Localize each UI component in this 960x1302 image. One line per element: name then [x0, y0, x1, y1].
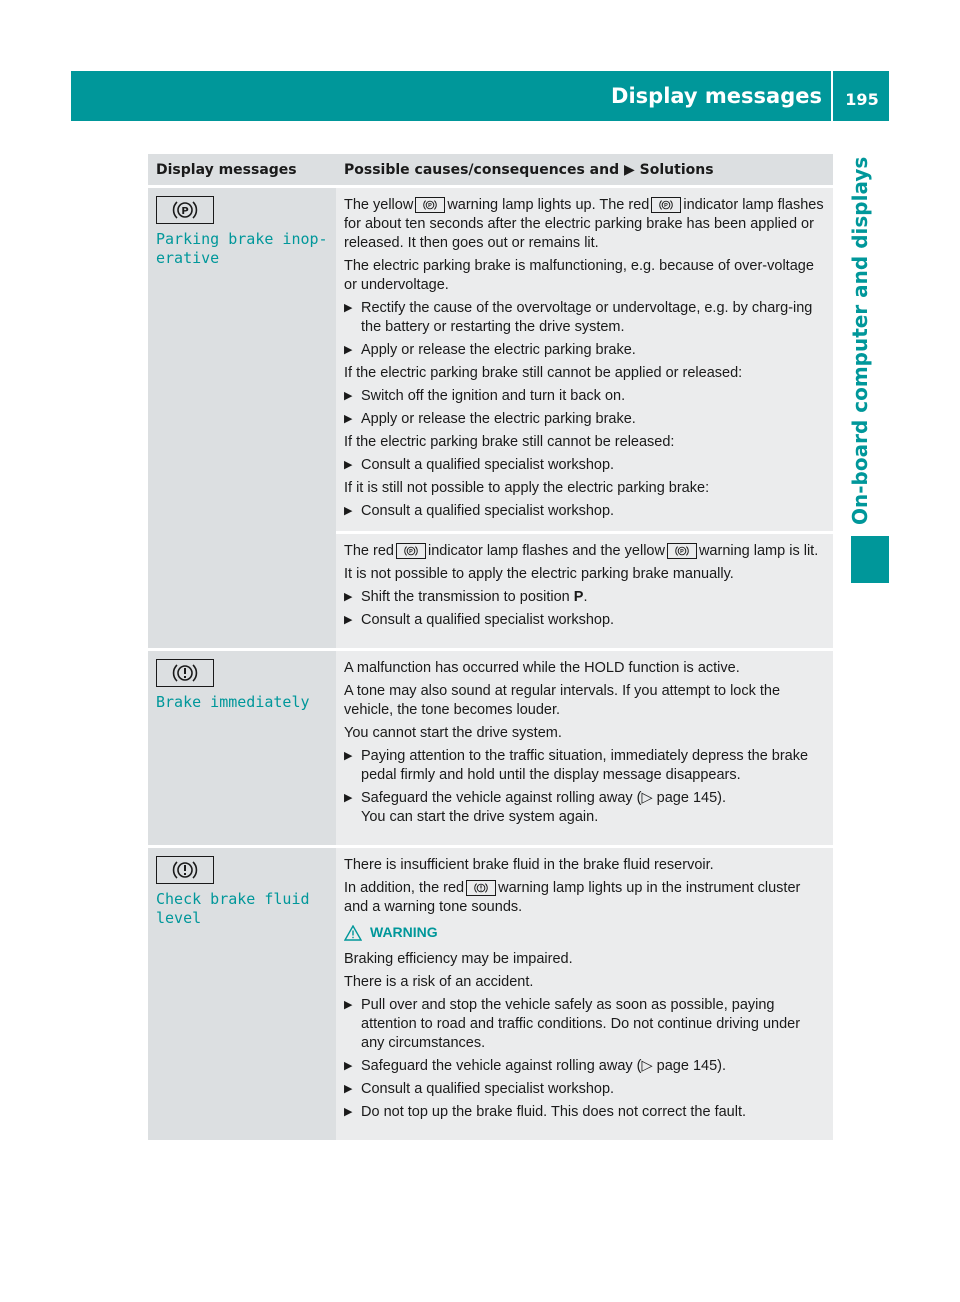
- paragraph: Braking efficiency may be impaired.: [344, 951, 573, 967]
- paragraph: A tone may also sound at regular intervals. If you attempt to lock the vehicle, the tone becomes louder.: [344, 683, 781, 718]
- parking-brake-icon: [651, 197, 681, 213]
- side-tab-block: [851, 536, 889, 583]
- column-header-causes-text: Possible causes/consequences and: [344, 161, 620, 178]
- arrow-right-icon: ▶: [344, 505, 353, 517]
- text: In addition, the red: [344, 880, 465, 896]
- instruction-step: [344, 588, 825, 607]
- arrow-right-icon: ▶: [344, 750, 353, 762]
- arrow-right-icon: ▶: [344, 614, 353, 626]
- arrow-right-icon: ▶: [344, 999, 353, 1011]
- warning-triangle-icon: [344, 925, 362, 941]
- arrow-right-icon: ▶: [344, 459, 353, 471]
- instruction-step: [344, 1057, 825, 1076]
- step-text: Rectify the cause of the overvoltage or undervoltage, e.g. by charg‐ing the battery or restarting the drive system.: [361, 300, 813, 335]
- step-text: Pull over and stop the vehicle safely as soon as possible, paying attention to road and traffic conditions. Do not continue driving under any circumstances.: [361, 997, 801, 1051]
- text: indicator lamp flashes and the yellow: [427, 543, 665, 559]
- paragraph: The electric parking brake is malfunctioning, e.g. because of over‐voltage or undervoltage.: [344, 258, 814, 293]
- display-message-text: Brake immediately: [156, 693, 310, 711]
- instruction-step: [344, 996, 825, 1053]
- parking-brake-icon: [396, 543, 426, 559]
- page-title: Display messages: [611, 84, 822, 108]
- paragraph: If the electric parking brake still cannot be released:: [344, 434, 675, 450]
- display-message-cell: [148, 187, 336, 650]
- svg-text:P: P: [409, 549, 413, 556]
- arrow-right-icon: ▶: [344, 302, 353, 314]
- step-text: Consult a qualified specialist workshop.: [361, 612, 615, 628]
- paragraph: [344, 879, 825, 917]
- svg-text:P: P: [428, 203, 433, 210]
- instruction-step: [344, 1103, 825, 1122]
- warning-label: WARNING: [370, 924, 438, 940]
- instruction-step: [344, 747, 825, 785]
- arrow-right-icon: ▶: [344, 413, 353, 425]
- paragraph: It is not possible to apply the electric parking brake manually.: [344, 566, 734, 582]
- brake-icon: [156, 659, 214, 687]
- display-message-cell: [148, 650, 336, 847]
- causes-cell: [336, 187, 833, 650]
- text: indicator lamp flashes for about ten seconds after the electric parking brake has been applied or released. It then goes out or remains lit.: [344, 197, 824, 251]
- arrow-right-icon: ▶: [344, 1083, 353, 1095]
- side-tab-label: On-board computer and displays: [848, 156, 872, 525]
- instruction-step: [344, 456, 825, 475]
- table-row: [148, 187, 833, 650]
- instruction-step: [344, 410, 825, 429]
- arrow-right-icon: ▶: [344, 1060, 353, 1072]
- display-messages-table: [148, 154, 833, 1140]
- column-header-solutions-text: Solutions: [639, 161, 714, 178]
- svg-text:P: P: [664, 203, 669, 210]
- instruction-step: [344, 611, 825, 630]
- paragraph: [344, 196, 825, 253]
- arrow-right-icon: ▶: [344, 1106, 353, 1118]
- arrow-right-icon: ▶: [344, 792, 353, 804]
- instruction-step: [344, 502, 825, 521]
- causes-cell: [336, 847, 833, 1141]
- warning-heading: [344, 923, 825, 942]
- paragraph: There is a risk of an accident.: [344, 974, 534, 990]
- cause-block: [344, 659, 825, 837]
- parking-brake-icon: [156, 196, 214, 224]
- text: warning lamp lights up. The red: [447, 197, 650, 213]
- parking-brake-icon: [667, 543, 697, 559]
- instruction-step: [344, 299, 825, 337]
- paragraph: You cannot start the drive system.: [344, 725, 562, 741]
- brake-icon: [466, 880, 496, 896]
- header-divider: [831, 71, 833, 121]
- column-header-causes: [336, 154, 833, 187]
- step-text: Consult a qualified specialist workshop.: [361, 503, 615, 519]
- instruction-step: [344, 1080, 825, 1099]
- svg-text:P: P: [181, 206, 189, 217]
- step-text: Safeguard the vehicle against rolling away (▷ page 145).: [361, 790, 727, 806]
- svg-text:P: P: [680, 549, 684, 556]
- arrow-right-icon: ▶: [344, 390, 353, 402]
- step-text: Consult a qualified specialist workshop.: [361, 457, 615, 473]
- cause-block: [336, 531, 833, 640]
- paragraph: If the electric parking brake still cannot be applied or released:: [344, 365, 743, 381]
- step-text: Apply or release the electric parking brake.: [361, 411, 636, 427]
- step-text: Apply or release the electric parking brake.: [361, 342, 636, 358]
- arrow-right-icon: ▶: [624, 161, 635, 178]
- arrow-right-icon: ▶: [344, 344, 353, 356]
- step-text: Do not top up the brake fluid. This does not correct the fault.: [361, 1104, 747, 1120]
- step-text: Switch off the ignition and turn it back on.: [361, 388, 626, 404]
- text: The red: [344, 543, 394, 559]
- paragraph: There is insufficient brake fluid in the brake fluid reservoir.: [344, 857, 714, 873]
- paragraph: [344, 542, 825, 561]
- display-message-text: Parking brake inop‐ erative: [156, 230, 328, 267]
- text: The yellow: [344, 197, 414, 213]
- table-header-row: [148, 154, 833, 187]
- step-text: Safeguard the vehicle against rolling away (▷ page 145).: [361, 1058, 727, 1074]
- step-text: .: [583, 589, 588, 605]
- paragraph: A malfunction has occurred while the HOLD function is active.: [344, 660, 740, 676]
- text: warning lamp is lit.: [698, 543, 819, 559]
- page-number: 195: [845, 90, 879, 109]
- step-text: Consult a qualified specialist workshop.: [361, 1081, 615, 1097]
- arrow-right-icon: ▶: [344, 591, 353, 603]
- column-header-display-messages: Display messages: [148, 154, 336, 187]
- step-text: You can start the drive system again.: [361, 809, 599, 825]
- instruction-step: [344, 387, 825, 406]
- gear-position: P: [573, 589, 584, 605]
- paragraph: If it is still not possible to apply the electric parking brake:: [344, 480, 710, 496]
- cause-block: [344, 856, 825, 1132]
- cause-block: [344, 196, 825, 531]
- step-text: Shift the transmission to position: [361, 589, 570, 605]
- table-row: [148, 847, 833, 1141]
- instruction-step: [344, 789, 825, 827]
- instruction-step: [344, 341, 825, 360]
- parking-brake-icon: [415, 197, 445, 213]
- table-row: [148, 650, 833, 847]
- causes-cell: [336, 650, 833, 847]
- step-text: Paying attention to the traffic situation, immediately depress the brake pedal firmly and hold until the display message disappears.: [361, 748, 809, 783]
- display-message-text: Check brake fluid level: [156, 890, 310, 927]
- brake-icon: [156, 856, 214, 884]
- text: warning lamp lights up in the instrument cluster and a warning tone sounds.: [344, 880, 801, 915]
- display-message-cell: [148, 847, 336, 1141]
